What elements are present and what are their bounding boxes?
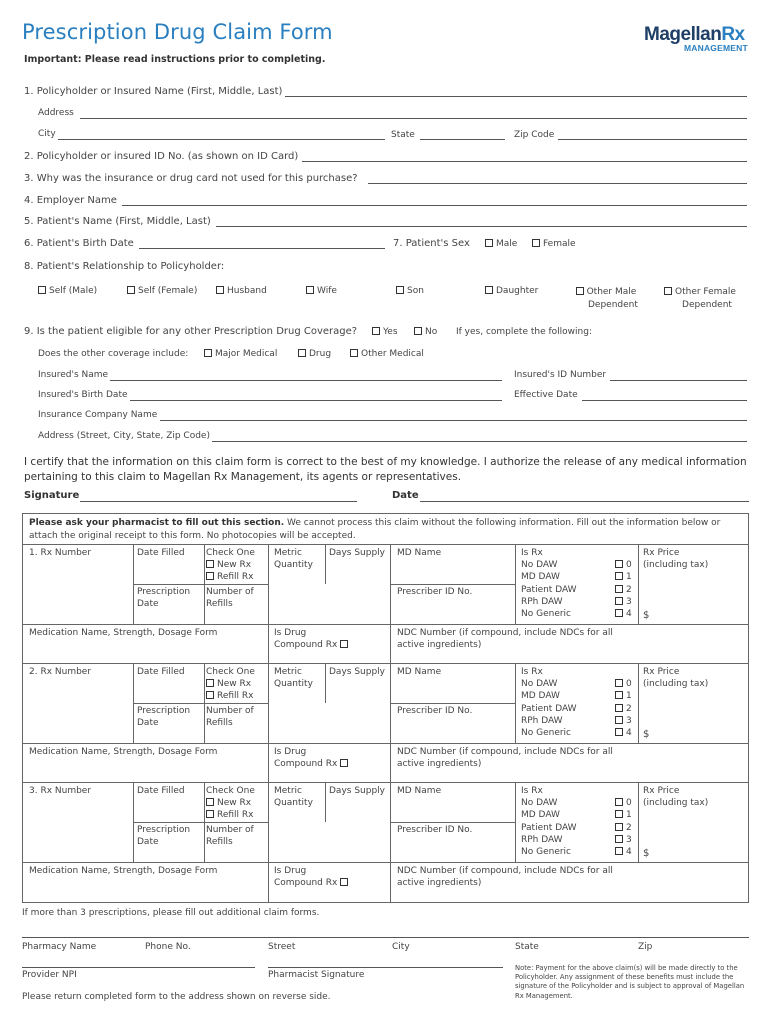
- daw-code-option[interactable]: 0: [615, 797, 632, 809]
- if-yes-label: If yes, complete the following:: [456, 327, 592, 337]
- number-of-refills-label: Number of: [206, 706, 254, 716]
- daw-code-option[interactable]: 3: [615, 715, 632, 727]
- compound-rx-checkbox[interactable]: [340, 878, 348, 886]
- daw-code-checkbox[interactable]: [615, 728, 623, 736]
- pharmacist-signature-field[interactable]: [268, 967, 503, 968]
- effective-date-label: Effective Date: [514, 390, 578, 400]
- check-one-label: Check One: [206, 786, 255, 796]
- daw-code-option[interactable]: 3: [615, 834, 632, 846]
- number-of-refills-label: Number of: [206, 587, 254, 597]
- date-filled-label: Date Filled: [137, 548, 185, 558]
- rel-checkbox[interactable]: [396, 286, 404, 294]
- rx-number-label: 2. Rx Number: [29, 667, 92, 677]
- date-filled-label: Date Filled: [137, 786, 185, 796]
- md-daw-label: MD DAW: [521, 691, 560, 702]
- metric-label: Metric: [274, 786, 302, 796]
- rph-daw-label: RPh DAW: [521, 834, 563, 845]
- including-tax-label: (including tax): [643, 560, 709, 570]
- metric-label: Metric: [274, 548, 302, 558]
- column-divider: [638, 782, 639, 862]
- q5-field[interactable]: [216, 226, 747, 227]
- other-medical-option[interactable]: Other Medical: [350, 349, 424, 359]
- more-prescriptions-note: If more than 3 prescriptions, please fill out additional claim forms.: [22, 908, 320, 918]
- md-daw-label: MD DAW: [521, 572, 560, 583]
- q1-field[interactable]: [285, 96, 747, 97]
- new-rx-checkbox[interactable]: [206, 679, 214, 687]
- ins-company-label: Insurance Company Name: [38, 410, 158, 420]
- medication-name-label: Medication Name, Strength, Dosage Form: [29, 747, 218, 757]
- ins-company-field[interactable]: [160, 420, 747, 421]
- q2-label: 2. Policyholder or insured ID No. (as shown on ID Card): [24, 151, 299, 162]
- cell-divider: [23, 624, 748, 625]
- is-drug-label: Is Drug: [274, 747, 307, 757]
- column-divider: [390, 544, 391, 663]
- insured-birth-field[interactable]: [130, 400, 502, 401]
- payment-note: Note: Payment for the above claim(s) will be made directly to the Policyholder. Any assignment of these benefits must include the signature of the Policyholder and is subject to approval of Magellan Rx Management.: [515, 964, 745, 1000]
- md-daw-label: MD DAW: [521, 810, 560, 821]
- q8-label: 8. Patient's Relationship to Policyholder:: [24, 261, 225, 272]
- cell-divider: [133, 703, 268, 704]
- q5-label: 5. Patient's Name (First, Middle, Last): [24, 216, 211, 227]
- number-of-refills-label-2: Refills: [206, 718, 233, 728]
- column-divider: [638, 544, 639, 624]
- major-medical-option[interactable]: Major Medical: [204, 349, 277, 359]
- daw-code-checkbox[interactable]: [615, 716, 623, 724]
- address-field[interactable]: [80, 118, 747, 119]
- days-supply-label: Days Supply: [329, 667, 385, 677]
- column-divider: [325, 544, 326, 584]
- quantity-label: Quantity: [274, 798, 313, 808]
- ndc-number-label-2: active ingredients): [397, 878, 482, 888]
- state-label: State: [391, 130, 415, 140]
- daw-code-checkbox[interactable]: [615, 679, 623, 687]
- column-divider: [268, 663, 269, 782]
- drug-checkbox[interactable]: [298, 349, 306, 357]
- daw-code-option[interactable]: 4: [615, 846, 632, 858]
- compound-rx-option[interactable]: Compound Rx: [274, 758, 351, 770]
- daw-code-checkbox[interactable]: [615, 704, 623, 712]
- ndc-number-label: NDC Number (if compound, include NDCs for all: [397, 747, 613, 757]
- md-name-label: MD Name: [397, 548, 442, 558]
- date-label: Date: [392, 490, 419, 501]
- daw-code-checkbox[interactable]: [615, 835, 623, 843]
- no-daw-label: No DAW: [521, 560, 558, 570]
- refill-rx-option[interactable]: Refill Rx: [206, 571, 254, 583]
- rx-price-label: Rx Price: [643, 548, 680, 558]
- md-name-label: MD Name: [397, 667, 442, 677]
- ndc-number-label: NDC Number (if compound, include NDCs for all: [397, 866, 613, 876]
- effective-date-field[interactable]: [582, 400, 747, 401]
- prescriber-id-label: Prescriber ID No.: [397, 706, 473, 716]
- including-tax-label: (including tax): [643, 798, 709, 808]
- yes-checkbox[interactable]: [372, 327, 380, 335]
- column-divider: [268, 782, 269, 902]
- page-title: Prescription Drug Claim Form: [22, 20, 333, 44]
- certification-text: I certify that the information on this claim form is correct to the best of my knowledge. I authorize the release of any medical information pertaining to this claim to Magellan Rx Management, its agents or representatives.: [24, 456, 747, 483]
- check-one-label: Check One: [206, 548, 255, 558]
- rx-price-label: Rx Price: [643, 786, 680, 796]
- prescription-date-label-2: Date: [137, 837, 159, 847]
- no-generic-label: No Generic: [521, 728, 572, 739]
- prescription-date-label: Prescription: [137, 587, 191, 597]
- footer-city-label: City: [392, 942, 410, 952]
- insured-id-label: Insured's ID Number: [514, 370, 607, 380]
- column-divider: [515, 663, 516, 743]
- is-drug-label: Is Drug: [274, 628, 307, 638]
- patient-daw-label: Patient DAW: [521, 822, 577, 833]
- daw-code-checkbox[interactable]: [615, 585, 623, 593]
- dollar-sign: $: [643, 729, 650, 740]
- insured-id-field[interactable]: [610, 380, 747, 381]
- daw-code-checkbox[interactable]: [615, 560, 623, 568]
- new-rx-checkbox[interactable]: [206, 560, 214, 568]
- prescription-date-label-2: Date: [137, 599, 159, 609]
- prescription-date-label: Prescription: [137, 706, 191, 716]
- metric-label: Metric: [274, 667, 302, 677]
- medication-name-label: Medication Name, Strength, Dosage Form: [29, 628, 218, 638]
- daw-code-option[interactable]: 0: [615, 559, 632, 571]
- cell-divider: [23, 743, 748, 744]
- cell-divider: [390, 703, 515, 704]
- q7-label: 7. Patient's Sex: [393, 238, 470, 249]
- provider-npi-label: Provider NPI: [22, 970, 77, 980]
- q9-label: 9. Is the patient eligible for any other Prescription Drug Coverage?: [24, 326, 358, 337]
- q1-label: 1. Policyholder or Insured Name (First, Middle, Last): [24, 86, 283, 97]
- q3-field[interactable]: [368, 183, 747, 184]
- medication-name-label: Medication Name, Strength, Dosage Form: [29, 866, 218, 876]
- footer-zip-label: Zip: [638, 942, 653, 952]
- rel-wife[interactable]: Wife: [306, 286, 337, 296]
- number-of-refills-label-2: Refills: [206, 599, 233, 609]
- yes-option[interactable]: Yes: [372, 327, 398, 337]
- zip-label: Zip Code: [514, 130, 555, 140]
- q4-label: 4. Employer Name: [24, 195, 117, 206]
- number-of-refills-label: Number of: [206, 825, 254, 835]
- new-rx-option[interactable]: New Rx: [206, 797, 251, 809]
- prescription-date-label-2: Date: [137, 718, 159, 728]
- quantity-label: Quantity: [274, 560, 313, 570]
- daw-code-checkbox[interactable]: [615, 597, 623, 605]
- footer-state-label: State: [515, 942, 539, 952]
- column-divider: [325, 782, 326, 822]
- patient-daw-label: Patient DAW: [521, 703, 577, 714]
- compound-rx-option[interactable]: Compound Rx: [274, 639, 351, 651]
- ndc-number-label: NDC Number (if compound, include NDCs for all: [397, 628, 613, 638]
- rel-checkbox[interactable]: [216, 286, 224, 294]
- days-supply-label: Days Supply: [329, 548, 385, 558]
- daw-code-option[interactable]: 1: [615, 571, 632, 583]
- daw-code-option[interactable]: 2: [615, 703, 632, 715]
- no-daw-label: No DAW: [521, 679, 558, 689]
- rel-son[interactable]: Son: [396, 286, 424, 296]
- cell-divider: [133, 584, 268, 585]
- pharmacy-instructions: Please ask your pharmacist to fill out this section. We cannot process this claim without the following information. Fill out the information below or attach the original receipt to this form. No photocopies will be accepted.: [29, 518, 721, 541]
- zip-field[interactable]: [558, 139, 747, 140]
- compound-rx-checkbox[interactable]: [340, 759, 348, 767]
- insured-name-label: Insured's Name: [38, 370, 109, 380]
- quantity-label: Quantity: [274, 679, 313, 689]
- major-medical-checkbox[interactable]: [204, 349, 212, 357]
- compound-rx-checkbox[interactable]: [340, 640, 348, 648]
- column-divider: [268, 544, 269, 663]
- ndc-number-label-2: active ingredients): [397, 640, 482, 650]
- pharmacist-signature-label: Pharmacist Signature: [268, 970, 365, 980]
- daw-code-checkbox[interactable]: [615, 572, 623, 580]
- q6-label: 6. Patient's Birth Date: [24, 238, 134, 249]
- refill-rx-option[interactable]: Refill Rx: [206, 690, 254, 702]
- number-of-refills-label-2: Refills: [206, 837, 233, 847]
- daw-code-checkbox[interactable]: [615, 691, 623, 699]
- refill-rx-option[interactable]: Refill Rx: [206, 809, 254, 821]
- signature-label: Signature: [24, 490, 80, 501]
- city-label: City: [38, 129, 56, 139]
- logo-rx: Rx: [721, 24, 745, 45]
- prescription-date-label: Prescription: [137, 825, 191, 835]
- cell-divider: [390, 822, 515, 823]
- logo-subtitle: MANAGEMENT: [684, 43, 748, 53]
- cell-divider: [133, 822, 268, 823]
- rel-self-male[interactable]: Self (Male): [38, 286, 97, 296]
- check-one-label: Check One: [206, 667, 255, 677]
- rx-number-label: 3. Rx Number: [29, 786, 92, 796]
- including-tax-label: (including tax): [643, 679, 709, 689]
- daw-code-option[interactable]: 4: [615, 608, 632, 620]
- rel-checkbox[interactable]: [127, 286, 135, 294]
- pharmacy-name-label: Pharmacy Name: [22, 942, 97, 952]
- other-medical-checkbox[interactable]: [350, 349, 358, 357]
- rel-checkbox[interactable]: [485, 286, 493, 294]
- rel-checkbox[interactable]: [38, 286, 46, 294]
- new-rx-checkbox[interactable]: [206, 798, 214, 806]
- phone-label: Phone No.: [145, 942, 191, 952]
- address-label: Address: [38, 108, 74, 118]
- male-option[interactable]: Male: [485, 239, 517, 249]
- daw-code-option[interactable]: 2: [615, 822, 632, 834]
- date-field[interactable]: [420, 501, 749, 502]
- is-drug-label: Is Drug: [274, 866, 307, 876]
- rel-daughter[interactable]: Daughter: [485, 286, 538, 296]
- patient-daw-label: Patient DAW: [521, 584, 577, 595]
- rel-checkbox[interactable]: [306, 286, 314, 294]
- insured-name-field[interactable]: [110, 380, 502, 381]
- daw-code-option[interactable]: 3: [615, 596, 632, 608]
- return-instructions: Please return completed form to the address shown on reverse side.: [22, 992, 331, 1002]
- daw-code-checkbox[interactable]: [615, 810, 623, 818]
- state-field[interactable]: [420, 139, 505, 140]
- rel-checkbox[interactable]: [576, 287, 584, 295]
- cell-divider: [390, 584, 515, 585]
- date-filled-label: Date Filled: [137, 667, 185, 677]
- daw-code-option[interactable]: 4: [615, 727, 632, 739]
- pharmacy-info-line: [22, 937, 749, 938]
- days-supply-label: Days Supply: [329, 786, 385, 796]
- daw-code-checkbox[interactable]: [615, 609, 623, 617]
- ins-address-label: Address (Street, City, State, Zip Code): [38, 431, 210, 441]
- md-name-label: MD Name: [397, 786, 442, 796]
- column-divider: [325, 663, 326, 703]
- rel-checkbox[interactable]: [664, 287, 672, 295]
- other-coverage-label: Does the other coverage include:: [38, 349, 189, 359]
- ndc-number-label-2: active ingredients): [397, 759, 482, 769]
- no-daw-label: No DAW: [521, 798, 558, 808]
- column-divider: [515, 544, 516, 624]
- is-rx-label: Is Rx: [521, 548, 543, 558]
- rph-daw-label: RPh DAW: [521, 596, 563, 607]
- city-field[interactable]: [58, 139, 385, 140]
- refill-rx-checkbox[interactable]: [206, 810, 214, 818]
- compound-rx-option[interactable]: Compound Rx: [274, 877, 351, 889]
- dollar-sign: $: [643, 848, 650, 859]
- is-rx-label: Is Rx: [521, 667, 543, 677]
- ins-address-field[interactable]: [212, 441, 747, 442]
- column-divider: [515, 782, 516, 862]
- no-generic-label: No Generic: [521, 609, 572, 620]
- rel-other-male[interactable]: Other Male Dependent: [574, 286, 638, 311]
- pharmacy-section: [22, 513, 749, 903]
- insured-birth-label: Insured's Birth Date: [38, 390, 128, 400]
- provider-npi-field[interactable]: [22, 967, 255, 968]
- new-rx-option[interactable]: New Rx: [206, 678, 251, 690]
- column-divider: [638, 663, 639, 743]
- daw-code-checkbox[interactable]: [615, 823, 623, 831]
- prescriber-id-label: Prescriber ID No.: [397, 825, 473, 835]
- signature-field[interactable]: [80, 501, 357, 502]
- row-divider: [23, 782, 748, 783]
- no-option[interactable]: No: [414, 327, 437, 337]
- rph-daw-label: RPh DAW: [521, 715, 563, 726]
- rx-price-label: Rx Price: [643, 667, 680, 677]
- dollar-sign: $: [643, 610, 650, 621]
- male-checkbox[interactable]: [485, 239, 493, 247]
- daw-code-checkbox[interactable]: [615, 847, 623, 855]
- q2-field[interactable]: [302, 161, 747, 162]
- refill-rx-checkbox[interactable]: [206, 691, 214, 699]
- important-note: Important: Please read instructions prior to completing.: [24, 54, 326, 65]
- q6-field[interactable]: [139, 248, 385, 249]
- daw-code-option[interactable]: 1: [615, 690, 632, 702]
- new-rx-option[interactable]: New Rx: [206, 559, 251, 571]
- prescriber-id-label: Prescriber ID No.: [397, 587, 473, 597]
- daw-code-option[interactable]: 2: [615, 584, 632, 596]
- rel-self-female[interactable]: Self (Female): [127, 286, 197, 296]
- column-divider: [390, 663, 391, 782]
- female-checkbox[interactable]: [532, 239, 540, 247]
- rel-other-female[interactable]: Other Female Dependent: [664, 286, 736, 311]
- column-divider: [390, 782, 391, 902]
- q4-field[interactable]: [122, 205, 747, 206]
- no-checkbox[interactable]: [414, 327, 422, 335]
- female-option[interactable]: Female: [532, 239, 576, 249]
- logo-main: Magellan: [644, 24, 722, 45]
- street-label: Street: [268, 942, 296, 952]
- is-rx-label: Is Rx: [521, 786, 543, 796]
- cell-divider: [23, 862, 748, 863]
- refill-rx-checkbox[interactable]: [206, 572, 214, 580]
- row-divider: [23, 544, 748, 545]
- q3-label: 3. Why was the insurance or drug card not used for this purchase?: [24, 173, 358, 184]
- row-divider: [23, 663, 748, 664]
- drug-option[interactable]: Drug: [298, 349, 331, 359]
- daw-code-checkbox[interactable]: [615, 798, 623, 806]
- daw-code-option[interactable]: 1: [615, 809, 632, 821]
- rel-husband[interactable]: Husband: [216, 286, 267, 296]
- no-generic-label: No Generic: [521, 847, 572, 858]
- daw-code-option[interactable]: 0: [615, 678, 632, 690]
- rx-number-label: 1. Rx Number: [29, 548, 92, 558]
